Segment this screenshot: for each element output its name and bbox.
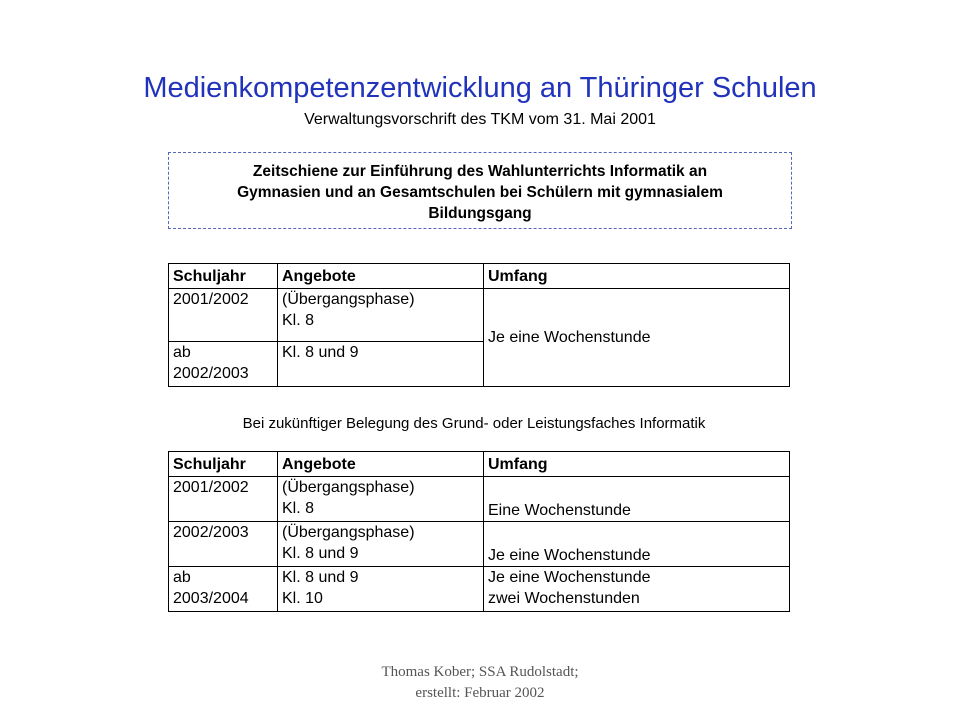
caption-line: Bildungsgang	[428, 205, 532, 222]
header-angebote: Angebote	[278, 264, 484, 289]
footer	[0, 662, 960, 704]
cell-text: ab	[173, 569, 191, 586]
cell-text: Kl. 8 und 9	[282, 569, 359, 586]
page-title: Medienkompetenzentwicklung an Thüringer Schulen	[143, 72, 817, 104]
table-row	[169, 567, 790, 612]
cell-angebote	[278, 477, 484, 522]
cell-text: ab	[173, 344, 191, 361]
cell-angebote	[278, 567, 484, 612]
cell-schuljahr	[169, 522, 278, 567]
cell-text: Kl. 10	[282, 590, 323, 607]
cell-schuljahr	[169, 342, 278, 387]
table-note: Bei zukünftiger Belegung des Grund- oder Leistungsfaches Informatik	[242, 415, 706, 432]
table-header-row	[169, 452, 790, 477]
cell-umfang	[484, 522, 790, 567]
cell-text: Je eine Wochenstunde	[488, 329, 651, 346]
caption-line: Gymnasien und an Gesamtschulen bei Schülern mit gymnasialem	[237, 184, 723, 201]
header-schuljahr: Schuljahr	[169, 452, 278, 477]
header-angebote: Angebote	[278, 452, 484, 477]
cell-umfang-merged	[484, 289, 790, 387]
caption-line: Zeitschiene zur Einführung des Wahlunterrichts Informatik an	[252, 163, 708, 180]
schedule-table-basic	[168, 263, 790, 387]
cell-schuljahr	[169, 289, 278, 342]
schedule-table-advanced	[168, 451, 790, 612]
cell-schuljahr	[169, 477, 278, 522]
footer-date: erstellt: Februar 2002	[415, 685, 545, 701]
table-row	[169, 289, 790, 342]
cell-angebote	[278, 342, 484, 387]
cell-text: (Übergangsphase)	[282, 479, 415, 496]
cell-text: Eine Wochenstunde	[488, 502, 631, 519]
cell-text: (Übergangsphase)	[282, 291, 415, 308]
cell-text: 2001/2002	[173, 291, 249, 308]
cell-umfang	[484, 477, 790, 522]
cell-umfang	[484, 567, 790, 612]
cell-angebote	[278, 289, 484, 342]
header-umfang: Umfang	[484, 452, 790, 477]
table-row	[169, 477, 790, 522]
cell-text: 2001/2002	[173, 479, 249, 496]
timeline-caption-box	[168, 152, 792, 229]
cell-text: (Übergangsphase)	[282, 524, 415, 541]
table-row	[169, 522, 790, 567]
footer-author: Thomas Kober; SSA Rudolstadt;	[381, 664, 579, 680]
cell-text: 2003/2004	[173, 590, 249, 607]
cell-text: zwei Wochenstunden	[488, 590, 640, 607]
header-schuljahr: Schuljahr	[169, 264, 278, 289]
cell-text: 2002/2003	[173, 524, 249, 541]
cell-text: Je eine Wochenstunde	[488, 569, 651, 586]
cell-text: Je eine Wochenstunde	[488, 547, 651, 564]
cell-text: 2002/2003	[173, 365, 249, 382]
cell-schuljahr	[169, 567, 278, 612]
cell-angebote	[278, 522, 484, 567]
header-umfang: Umfang	[484, 264, 790, 289]
table-header-row	[169, 264, 790, 289]
page-subtitle: Verwaltungsvorschrift des TKM vom 31. Mai 2001	[304, 111, 656, 128]
cell-text: Kl. 8 und 9	[282, 344, 359, 361]
cell-text: Kl. 8 und 9	[282, 545, 359, 562]
cell-text: Kl. 8	[282, 312, 315, 329]
cell-text: Kl. 8	[282, 500, 315, 517]
